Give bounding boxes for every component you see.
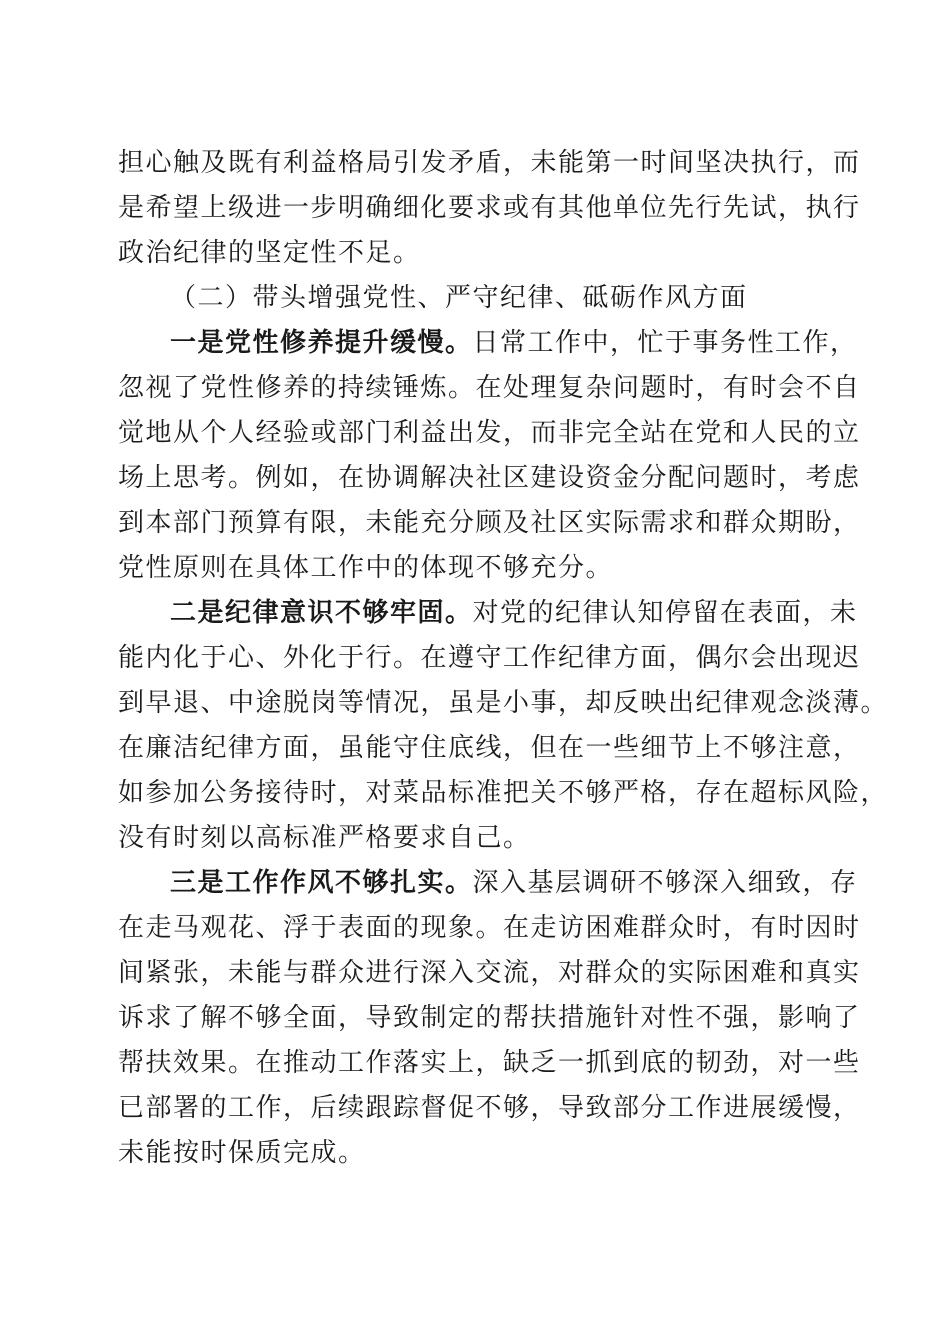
paragraph-line: 未能按时保质完成。 [118, 1138, 366, 1168]
paragraph-line: 到本部门预算有限，未能充分顾及社区实际需求和群众期盼， [118, 508, 861, 538]
paragraph-line: 场上思考。例如，在协调解决社区建设资金分配问题时，考虑 [118, 463, 861, 493]
paragraph-line: 觉地从个人经验或部门利益出发，而非完全站在党和人民的立 [118, 418, 861, 448]
paragraph-line: 已部署的工作，后续跟踪督促不够，导致部分工作进展缓慢， [118, 1093, 861, 1123]
paragraph-line: 担心触及既有利益格局引发矛盾，未能第一时间坚决执行，而 [118, 148, 861, 178]
paragraph-text: 深入基层调研不够深入细致，存 [472, 868, 858, 898]
paragraph-line: 诉求了解不够全面，导致制定的帮扶措施针对性不强，影响了 [118, 1003, 861, 1033]
paragraph-lead: 三是工作作风不够扎实。 [170, 868, 473, 898]
paragraph-first-line [170, 326, 858, 360]
paragraph-line: 在廉洁纪律方面，虽能守住底线，但在一些细节上不够注意， [118, 733, 861, 763]
paragraph-text: 对党的纪律认知停留在表面，未 [472, 598, 858, 628]
paragraph-line: 没有时刻以高标准严格要求自己。 [118, 823, 531, 853]
paragraph-first-line [170, 866, 858, 900]
paragraph-line: 间紧张，未能与群众进行深入交流，对群众的实际困难和真实 [118, 958, 861, 988]
paragraph-line: 到早退、中途脱岗等情况，虽是小事，却反映出纪律观念淡薄。 [118, 688, 889, 718]
paragraph-line: 是希望上级进一步明确细化要求或有其他单位先行先试，执行 [118, 193, 861, 223]
paragraph-line: 能内化于心、外化于行。在遵守工作纪律方面，偶尔会出现迟 [118, 643, 861, 673]
paragraph-text: 日常工作中，忙于事务性工作， [472, 328, 858, 358]
paragraph-line: 如参加公务接待时，对菜品标准把关不够严格，存在超标风险， [118, 778, 889, 808]
section-heading: （二）带头增强党性、严守纪律、砥砺作风方面 [170, 283, 748, 313]
paragraph-line: 政治纪律的坚定性不足。 [118, 238, 421, 268]
paragraph-line: 党性原则在具体工作中的体现不够充分。 [118, 553, 614, 583]
paragraph-line: 忽视了党性修养的持续锤炼。在处理复杂问题时，有时会不自 [118, 373, 861, 403]
paragraph-lead: 一是党性修养提升缓慢。 [170, 328, 473, 358]
paragraph-lead: 二是纪律意识不够牢固。 [170, 598, 473, 628]
paragraph-first-line [170, 596, 858, 630]
paragraph-line: 在走马观花、浮于表面的现象。在走访困难群众时，有时因时 [118, 913, 861, 943]
paragraph-line: 帮扶效果。在推动工作落实上，缺乏一抓到底的韧劲，对一些 [118, 1048, 861, 1078]
